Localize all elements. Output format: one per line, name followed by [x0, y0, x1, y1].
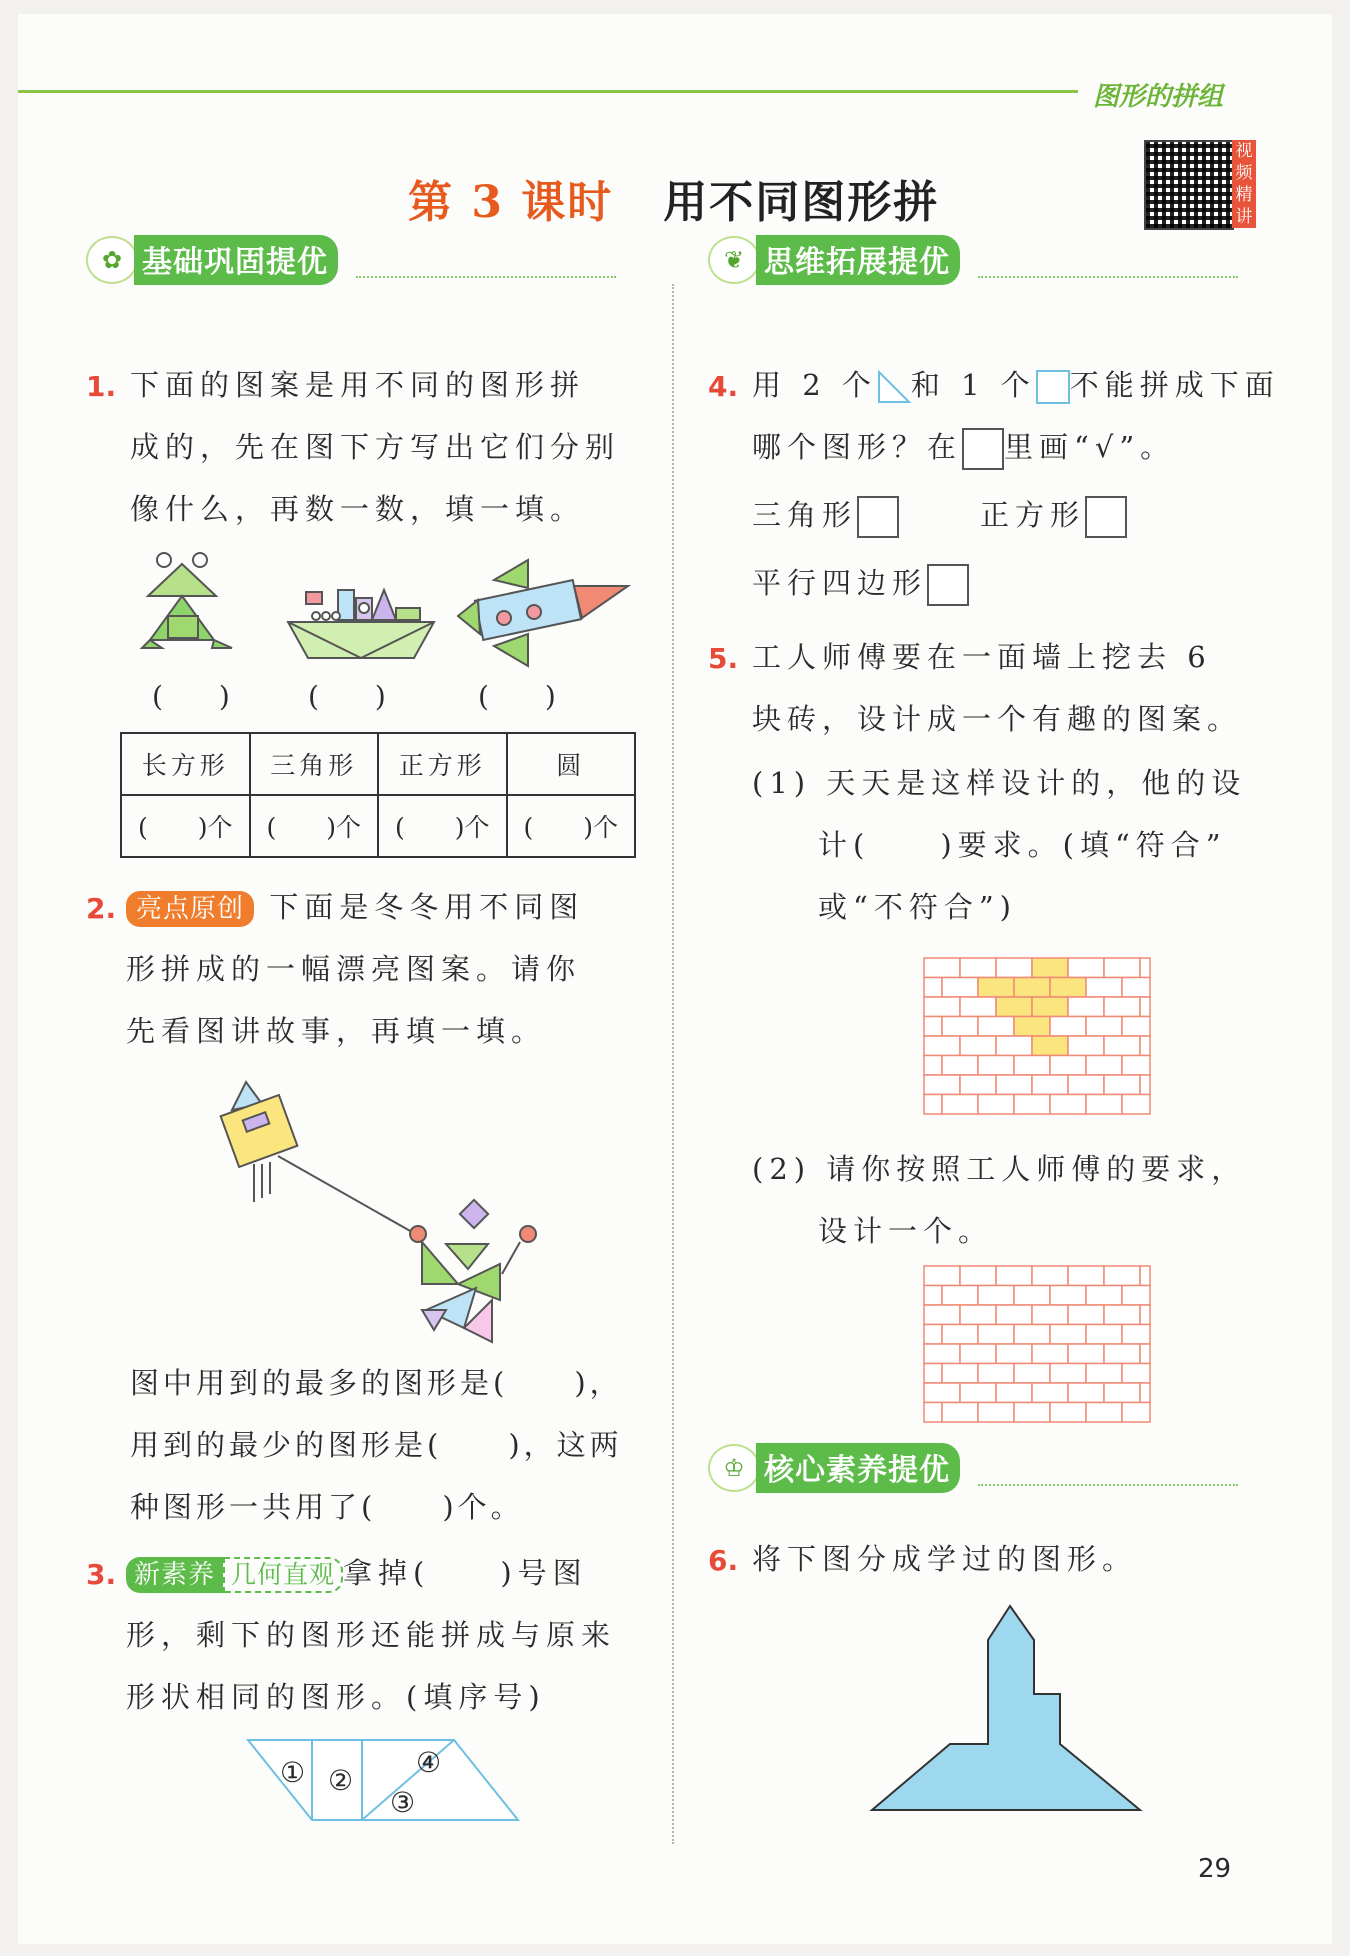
brick [996, 1036, 1032, 1056]
section-thinking [708, 238, 960, 282]
brick [1014, 1095, 1050, 1115]
brick [1050, 1325, 1086, 1345]
brick [1086, 1325, 1122, 1345]
brick [1068, 958, 1104, 978]
checkbox[interactable] [927, 564, 969, 606]
brick [942, 1325, 978, 1345]
q5-line[interactable]: 计( )要求。(填“符合” [818, 828, 1227, 862]
section-basic-label: 基础巩固提优 [134, 235, 338, 285]
brick [1086, 978, 1122, 998]
brick [960, 1383, 996, 1403]
brick [924, 1017, 942, 1037]
brick [924, 1036, 960, 1056]
section-basic [86, 238, 338, 282]
answer-box-icon [962, 428, 1004, 470]
brick [1014, 1403, 1050, 1423]
brick [1086, 1017, 1122, 1037]
q5-line: 工人师傅要在一面墙上挖去 6 [752, 640, 1212, 674]
brick [1068, 1305, 1104, 1325]
section-thinking-label: 思维拓展提优 [756, 235, 960, 285]
q1-blank-2[interactable]: ( ) [308, 680, 386, 713]
brick [1104, 1344, 1140, 1364]
q5-number: 5. [708, 642, 739, 675]
qr-label: 视频精讲 [1232, 140, 1256, 228]
brick [1050, 1017, 1086, 1037]
rocket-picture [458, 560, 628, 670]
trophy-icon: ♔ [708, 1444, 760, 1492]
flower-icon: ✿ [86, 236, 138, 284]
brick [996, 958, 1032, 978]
table-header: 圆 [507, 733, 636, 795]
brick [996, 1305, 1032, 1325]
composite-shape-picture[interactable] [870, 1604, 1150, 1814]
brick [1014, 1286, 1050, 1306]
brick [996, 1344, 1032, 1364]
brick [1122, 1056, 1150, 1076]
shape-count-table [120, 732, 636, 858]
q1-blank-1[interactable]: ( ) [152, 680, 230, 713]
column-divider [672, 284, 674, 1844]
workbook-page [18, 14, 1332, 1944]
brick [924, 1075, 960, 1095]
q2-line: 先看图讲故事，再填一填。 [126, 1014, 547, 1048]
header-rule [18, 90, 1078, 93]
brick [1050, 978, 1086, 998]
page-number: 29 [1198, 1854, 1232, 1884]
lesson-title [408, 166, 939, 230]
q1-line: 像什么，再数一数，填一填。 [130, 492, 586, 526]
q2-answers[interactable] [130, 1352, 623, 1538]
brick [924, 1325, 942, 1345]
checkbox[interactable] [1085, 496, 1127, 538]
triangle-icon [877, 370, 911, 404]
brick [978, 1286, 1014, 1306]
brick [1086, 1364, 1122, 1384]
q4-option-triangle[interactable]: 三角形 [752, 484, 899, 546]
lesson-name: 用不同图形拼 [663, 177, 940, 228]
brick [1086, 1056, 1122, 1076]
q3-label-1: ① [280, 1756, 306, 1789]
q1-line: 下面的图案是用不同的图形拼 [130, 368, 586, 402]
q5-part1[interactable] [752, 752, 1246, 938]
q1-text [130, 354, 620, 540]
lesson-number: 第 3 课时 [408, 177, 614, 228]
brick [1104, 958, 1140, 978]
brick [1104, 1383, 1140, 1403]
q3-line[interactable]: 拿掉( )号图 [343, 1556, 588, 1590]
brick [960, 1036, 996, 1056]
brick [1140, 1266, 1150, 1286]
brick [924, 1056, 942, 1076]
brick [978, 1364, 1014, 1384]
brick [1104, 1075, 1140, 1095]
brick [924, 1095, 942, 1115]
brick [1014, 1017, 1050, 1037]
q3-label-3: ③ [390, 1786, 416, 1819]
q5-line: (1) 天天是这样设计的，他的设 [752, 766, 1247, 800]
q1-blank-3[interactable]: ( ) [478, 680, 556, 713]
brick [1032, 1266, 1068, 1286]
original-badge: 亮点原创 [126, 891, 254, 927]
brick [1050, 1286, 1086, 1306]
q3-label-4: ④ [416, 1746, 442, 1779]
brick [960, 958, 996, 978]
brick [960, 1344, 996, 1364]
brick [960, 997, 996, 1017]
table-cell[interactable]: ( )个 [250, 795, 379, 857]
q2-line: 下面是冬冬用不同图 [269, 890, 585, 924]
brick [1104, 1305, 1140, 1325]
qr-code-icon[interactable] [1144, 140, 1234, 230]
q2-number: 2. [86, 892, 117, 925]
q2-text [126, 876, 584, 1062]
new-literacy-badge: 新素养 [126, 1557, 223, 1593]
brick [960, 1266, 996, 1286]
q4-text: 用 2 个 和 1 个 不能拼成下面 哪个图形？在 里画“√”。 [752, 354, 1280, 478]
brick [996, 1266, 1032, 1286]
brick [1068, 1383, 1104, 1403]
brick [978, 1325, 1014, 1345]
brick [1068, 997, 1104, 1017]
brick [942, 978, 978, 998]
q1-line: 成的，先在图下方写出它们分别 [130, 430, 621, 464]
q6-text: 将下图分成学过的图形。 [752, 1542, 1138, 1576]
brick [960, 1075, 996, 1095]
brick [1104, 1036, 1140, 1056]
brick [1086, 1286, 1122, 1306]
brick [924, 1403, 942, 1423]
q5-line: 块砖，设计成一个有趣的图案。 [752, 702, 1243, 736]
brick [996, 997, 1032, 1017]
brick [1140, 958, 1150, 978]
brick [942, 1286, 978, 1306]
brick [924, 978, 942, 998]
table-cell[interactable]: ( )个 [507, 795, 636, 857]
brick [1032, 1036, 1068, 1056]
brick-wall-design [924, 958, 1150, 1114]
brick [1140, 1344, 1150, 1364]
brick [1122, 1286, 1150, 1306]
brick [1140, 1036, 1150, 1056]
checkbox[interactable] [857, 496, 899, 538]
brick [978, 1095, 1014, 1115]
q5-text [752, 626, 1242, 750]
brick [1068, 1075, 1104, 1095]
brick [1086, 1095, 1122, 1115]
brick [996, 1383, 1032, 1403]
kite-picture [218, 1074, 578, 1354]
q4-option-parallelogram[interactable]: 平行四边形 [752, 552, 969, 614]
q2-answer-line[interactable]: 图中用到的最多的图形是( )， [130, 1366, 623, 1400]
brick [924, 997, 960, 1017]
brick [1014, 1364, 1050, 1384]
brick [1014, 978, 1050, 998]
q3-line: 形，剩下的图形还能拼成与原来 [126, 1618, 617, 1652]
brick [924, 1286, 942, 1306]
brick [960, 1305, 996, 1325]
q3-label-2: ② [328, 1764, 354, 1797]
brick [1014, 1056, 1050, 1076]
brick [1122, 1095, 1150, 1115]
brick [978, 1017, 1014, 1037]
brick [1032, 1383, 1068, 1403]
brick [1032, 1075, 1068, 1095]
q2-line: 形拼成的一幅漂亮图案。请你 [126, 952, 582, 986]
section-core [708, 1446, 960, 1490]
brick [1032, 1344, 1068, 1364]
frog-picture [142, 550, 252, 660]
q5-line: 设计一个。 [818, 1214, 994, 1248]
brick [1122, 1364, 1150, 1384]
brick [1122, 1017, 1150, 1037]
table-cell[interactable]: ( )个 [121, 795, 250, 857]
brick [1050, 1095, 1086, 1115]
q6-number: 6. [708, 1544, 739, 1577]
q5-line: 或“不符合”) [818, 890, 1017, 924]
square-icon [1036, 370, 1070, 404]
q4-number: 4. [708, 370, 739, 403]
brick [1104, 1266, 1140, 1286]
q2-answer-line[interactable]: 种图形一共用了( )个。 [130, 1490, 524, 1524]
brick [1104, 997, 1140, 1017]
brick [924, 958, 960, 978]
brick [1068, 1036, 1104, 1056]
brick [1140, 997, 1150, 1017]
brick [1032, 1305, 1068, 1325]
brick [1014, 1325, 1050, 1345]
brick [978, 1403, 1014, 1423]
section-core-label: 核心素养提优 [756, 1443, 960, 1493]
brick [942, 1095, 978, 1115]
brick-wall-blank[interactable] [924, 1266, 1150, 1422]
brick [924, 1266, 960, 1286]
brick [1032, 958, 1068, 978]
q5-line: (2) 请你按照工人师傅的要求， [752, 1152, 1247, 1186]
brick [942, 1364, 978, 1384]
q5-part2 [752, 1138, 1246, 1262]
brick [978, 1056, 1014, 1076]
brick [1140, 1075, 1150, 1095]
brick [1122, 1403, 1150, 1423]
brick [942, 1403, 978, 1423]
brick [1122, 978, 1150, 998]
brick [978, 978, 1014, 998]
q3-number: 3. [86, 1558, 117, 1591]
ship-picture [286, 580, 436, 664]
brick [1050, 1056, 1086, 1076]
chapter-title: 图形的拼组 [1093, 82, 1224, 112]
brick [1032, 997, 1068, 1017]
brick [924, 1383, 960, 1403]
brick [996, 1075, 1032, 1095]
table-header: 长方形 [121, 733, 250, 795]
brick [1140, 1305, 1150, 1325]
q3-text [126, 1542, 616, 1728]
brick [942, 1056, 978, 1076]
brick [1068, 1266, 1104, 1286]
brick [1068, 1344, 1104, 1364]
q1-number: 1. [86, 370, 117, 403]
brick [942, 1017, 978, 1037]
geometry-badge: 几何直观 [223, 1557, 343, 1593]
brick [924, 1305, 960, 1325]
table-header: 三角形 [250, 733, 379, 795]
sprout-icon: ❦ [708, 236, 760, 284]
brick [1050, 1403, 1086, 1423]
q2-answer-line[interactable]: 用到的最少的图形是( )，这两 [130, 1428, 623, 1462]
brick [1140, 1383, 1150, 1403]
table-header: 正方形 [378, 733, 507, 795]
brick [1050, 1364, 1086, 1384]
brick [1086, 1403, 1122, 1423]
brick [924, 1364, 942, 1384]
brick [924, 1344, 960, 1364]
table-cell[interactable]: ( )个 [378, 795, 507, 857]
brick [1122, 1325, 1150, 1345]
q3-line: 形状相同的图形。(填序号) [126, 1680, 546, 1714]
q4-option-square[interactable]: 正方形 [980, 484, 1127, 546]
